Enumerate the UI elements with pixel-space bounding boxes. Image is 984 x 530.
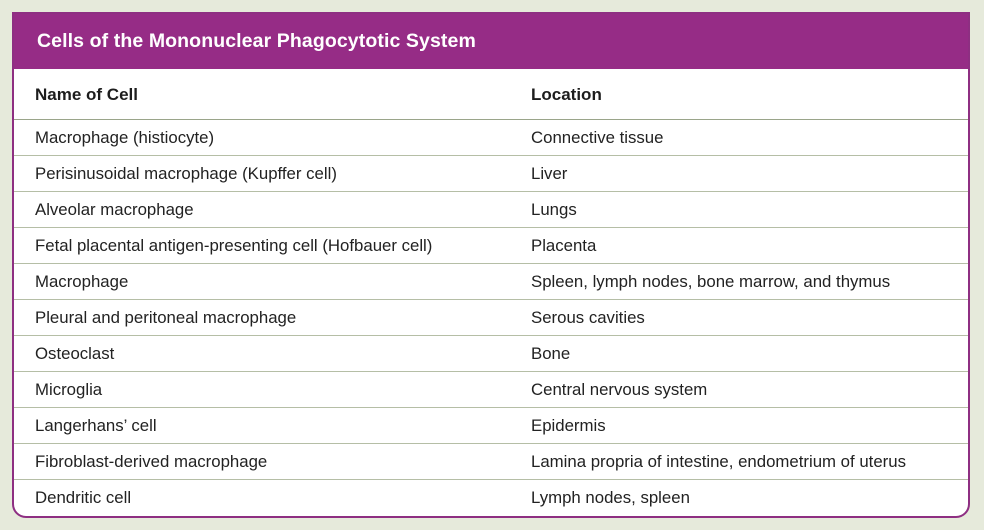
cell-name: Macrophage — [35, 271, 129, 291]
cell-location: Lymph nodes, spleen — [531, 488, 690, 507]
cell-location: Lungs — [531, 199, 577, 219]
cell-name: Perisinusoidal macrophage (Kupffer cell) — [35, 163, 337, 183]
cell-name: Langerhans’ cell — [35, 415, 157, 435]
table-row — [14, 192, 968, 228]
table-row — [14, 372, 968, 408]
cell-name: Microglia — [35, 379, 103, 399]
column-header-location: Location — [531, 85, 602, 104]
table-row — [14, 444, 968, 480]
cell-name: Dendritic cell — [35, 488, 132, 507]
table-row — [14, 228, 968, 264]
table-body — [14, 120, 968, 516]
table-row — [14, 480, 968, 516]
table-row — [14, 300, 968, 336]
cell-location: Liver — [531, 163, 568, 183]
table-row — [14, 156, 968, 192]
cell-name: Macrophage (histiocyte) — [35, 127, 215, 147]
cell-name: Alveolar macrophage — [35, 199, 194, 219]
cell-location: Central nervous system — [531, 379, 708, 399]
column-header-row — [14, 69, 968, 120]
cell-name: Pleural and peritoneal macrophage — [35, 307, 297, 327]
cell-location: Epidermis — [531, 415, 606, 435]
cell-location: Serous cavities — [531, 307, 645, 327]
table-row — [14, 120, 968, 156]
cell-name: Fetal placental antigen-presenting cell (Hofbauer cell) — [35, 235, 433, 255]
cell-name: Osteoclast — [35, 343, 115, 363]
table-title: Cells of the Mononuclear Phagocytotic System — [37, 30, 476, 52]
cell-location: Spleen, lymph nodes, bone marrow, and thymus — [531, 271, 891, 291]
cell-location: Placenta — [531, 235, 597, 255]
cell-location: Bone — [531, 343, 571, 363]
cell-location: Connective tissue — [531, 127, 664, 147]
table-row — [14, 336, 968, 372]
table-card — [12, 12, 970, 518]
title-bar — [14, 14, 968, 69]
cell-name: Fibroblast-derived macrophage — [35, 451, 268, 471]
column-header-name: Name of Cell — [35, 85, 138, 104]
cell-location: Lamina propria of intestine, endometrium of uterus — [531, 451, 906, 471]
table-row — [14, 408, 968, 444]
table-row — [14, 264, 968, 300]
